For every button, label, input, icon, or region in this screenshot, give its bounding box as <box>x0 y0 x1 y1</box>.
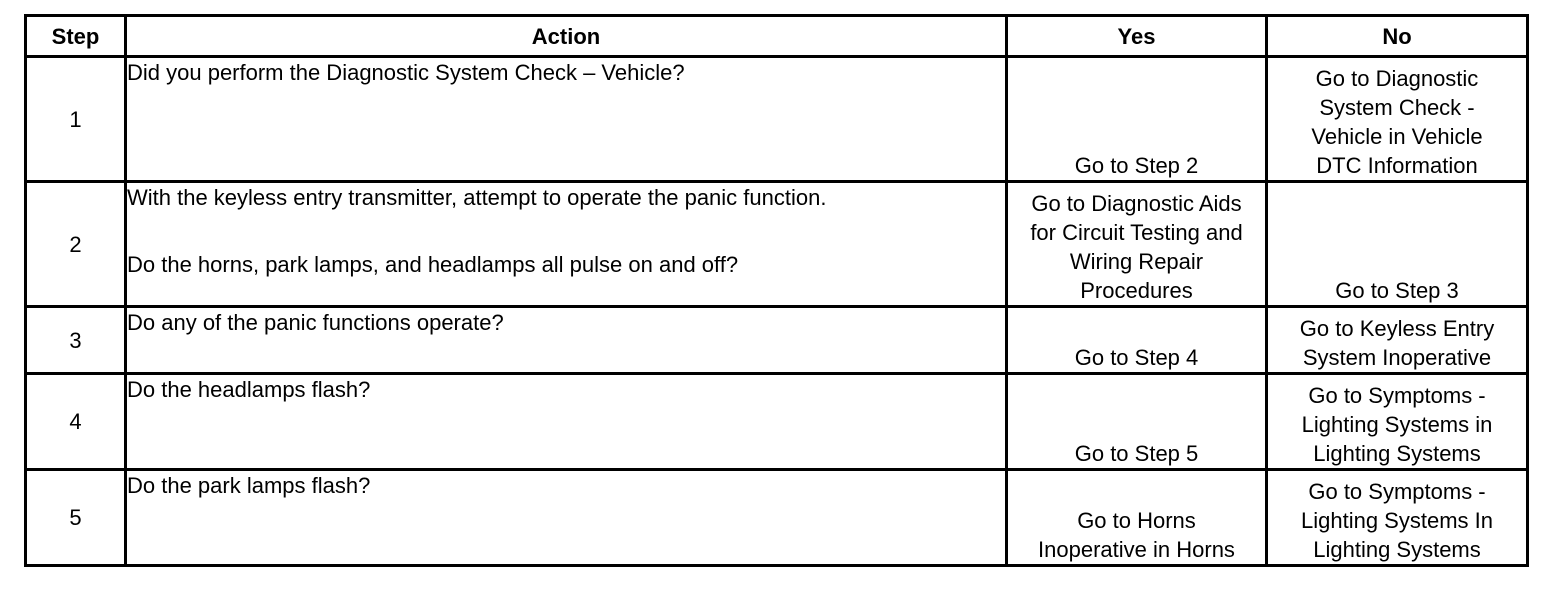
no-text: Lighting Systems In <box>1301 508 1493 533</box>
header-yes: Yes <box>1007 16 1267 57</box>
yes-cell <box>1007 470 1267 566</box>
header-action: Action <box>126 16 1007 57</box>
no-text: Lighting Systems <box>1313 537 1481 562</box>
no-text: Lighting Systems <box>1313 441 1481 466</box>
step-number: 5 <box>26 470 126 566</box>
no-text: Go to Keyless Entry <box>1299 316 1495 341</box>
no-cell <box>1267 307 1528 374</box>
yes-text: Wiring Repair <box>1069 249 1204 274</box>
action-text: Did you perform the Diagnostic System Check – Vehicle? <box>127 60 685 85</box>
step-number: 2 <box>26 182 126 307</box>
action-cell <box>126 57 1007 182</box>
no-text: Go to Step 3 <box>1335 278 1459 303</box>
action-cell <box>126 182 1007 307</box>
header-no: No <box>1267 16 1528 57</box>
no-text: DTC Information <box>1316 153 1478 178</box>
step-number: 1 <box>26 57 126 182</box>
action-text: Do the park lamps flash? <box>127 473 371 498</box>
action-text: Do the headlamps flash? <box>127 377 371 402</box>
table-row <box>26 470 1528 566</box>
yes-text: Inoperative in Horns <box>1038 537 1235 562</box>
no-text: Lighting Systems in <box>1301 412 1493 437</box>
action-cell <box>126 470 1007 566</box>
header-step: Step <box>26 16 126 57</box>
yes-text: Go to Diagnostic Aids <box>1031 191 1242 216</box>
no-cell <box>1267 57 1528 182</box>
action-cell <box>126 374 1007 470</box>
no-cell <box>1267 470 1528 566</box>
yes-text: Go to Step 5 <box>1074 441 1199 466</box>
yes-text: Go to Step 4 <box>1074 345 1199 370</box>
yes-cell <box>1007 307 1267 374</box>
yes-text: Go to Step 2 <box>1074 153 1199 178</box>
yes-text: Go to Horns <box>1077 508 1196 533</box>
yes-cell <box>1007 374 1267 470</box>
action-text: With the keyless entry transmitter, attempt to operate the panic function. <box>127 185 827 210</box>
action-text: Do any of the panic functions operate? <box>127 310 504 335</box>
no-text: Vehicle in Vehicle <box>1311 124 1483 149</box>
yes-cell <box>1007 57 1267 182</box>
yes-text: for Circuit Testing and <box>1030 220 1243 245</box>
table-row <box>26 307 1528 374</box>
table-row <box>26 57 1528 182</box>
yes-text: Procedures <box>1080 278 1193 303</box>
no-cell <box>1267 374 1528 470</box>
no-cell <box>1267 182 1528 307</box>
step-number: 3 <box>26 307 126 374</box>
no-text: Go to Diagnostic <box>1315 66 1479 91</box>
no-text: Go to Symptoms - <box>1308 383 1486 408</box>
table-row <box>26 374 1528 470</box>
no-text: Go to Symptoms - <box>1308 479 1486 504</box>
action-cell <box>126 307 1007 374</box>
yes-cell <box>1007 182 1267 307</box>
no-text: System Check - <box>1319 95 1475 120</box>
header-row <box>26 16 1528 57</box>
table-row <box>26 182 1528 307</box>
step-number: 4 <box>26 374 126 470</box>
action-text: Do the horns, park lamps, and headlamps all pulse on and off? <box>127 252 739 277</box>
diagnostic-table <box>24 14 1529 567</box>
no-text: System Inoperative <box>1302 345 1492 370</box>
